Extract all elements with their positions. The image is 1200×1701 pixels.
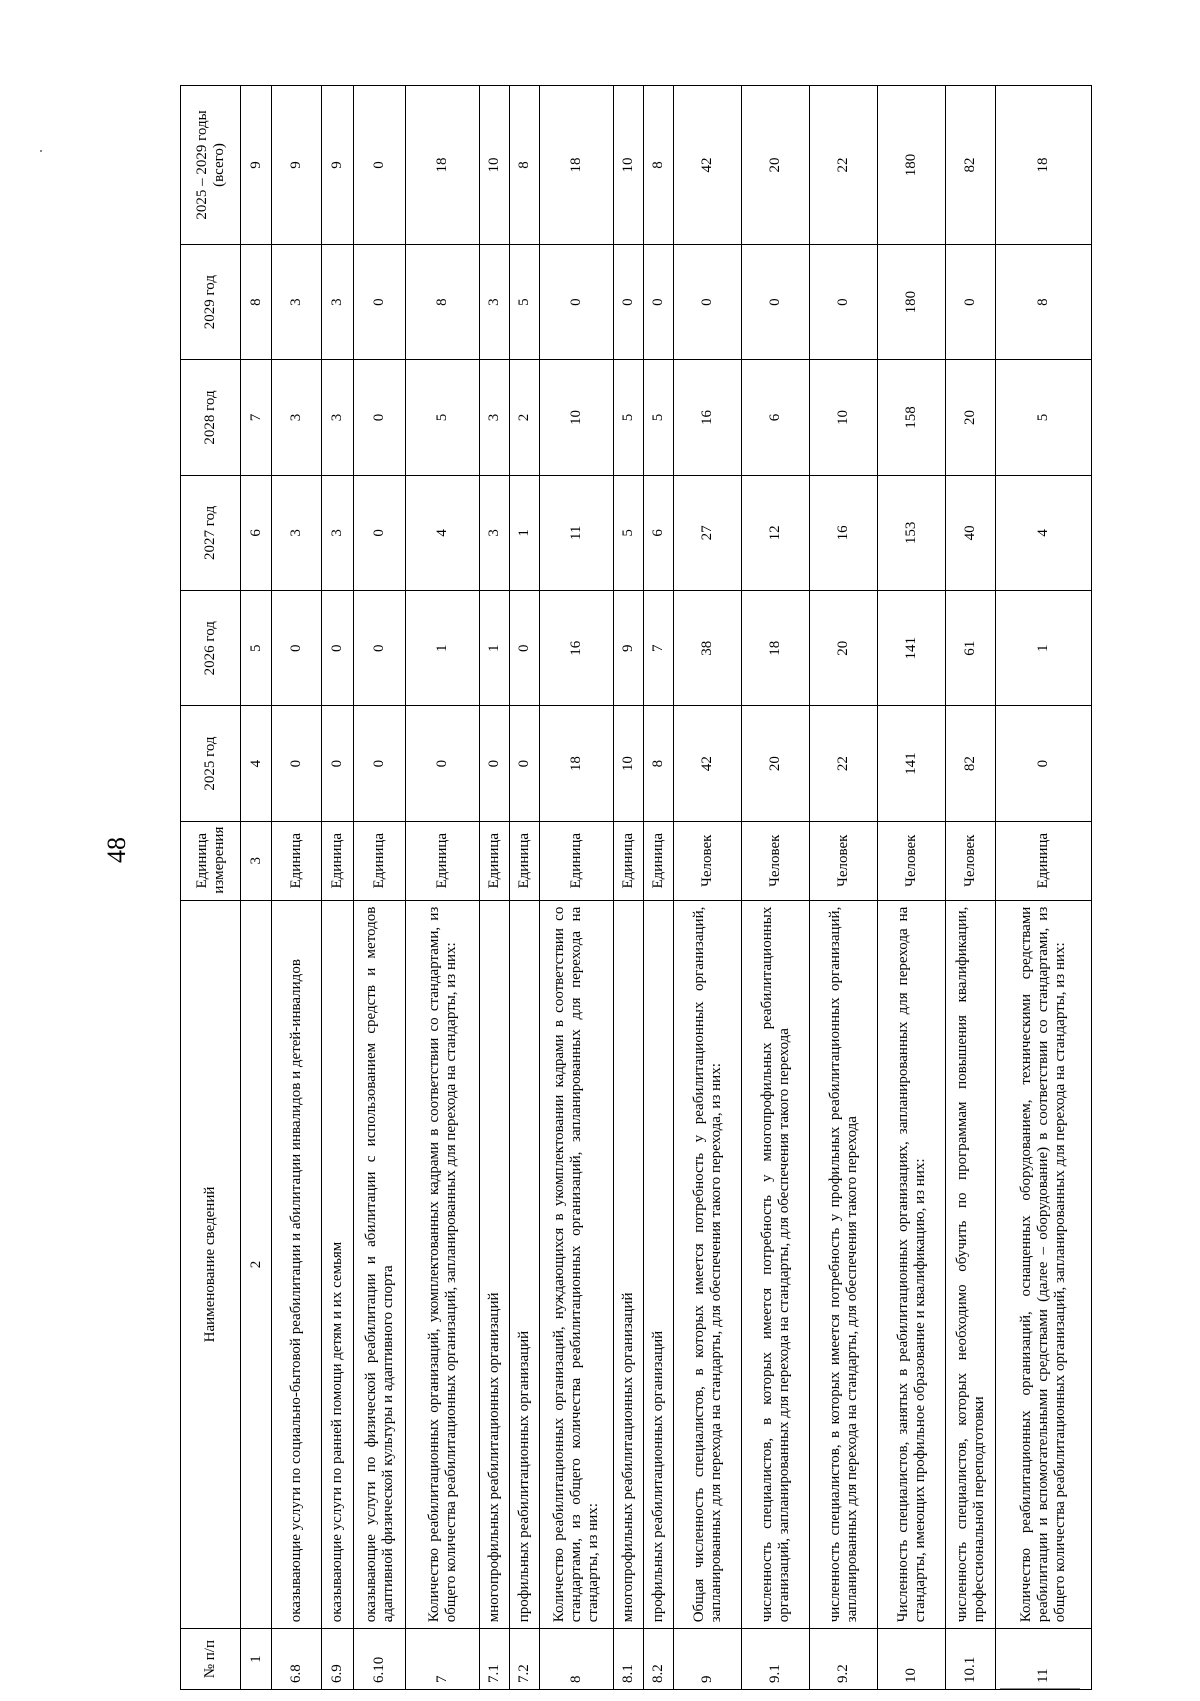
- table-header-row: [181, 86, 241, 1690]
- row-value-total: 20: [742, 86, 810, 245]
- row-number: 7: [406, 1629, 480, 1690]
- header-num: № п/п: [181, 1629, 241, 1690]
- row-name: численность специалистов, которых необходимо обучить по программам повышения квалификации, профессиональной переподготовки: [946, 900, 996, 1629]
- row-value-2029: 3: [322, 244, 354, 359]
- column-index: 6: [241, 475, 272, 590]
- row-value-2025: 42: [674, 706, 742, 821]
- row-unit: Единица: [644, 821, 674, 900]
- row-value-2026: 9: [614, 591, 644, 706]
- row-number: 8: [540, 1629, 614, 1690]
- row-value-2029: 8: [996, 244, 1092, 359]
- row-value-total: 10: [480, 86, 510, 245]
- header-unit: Единица измерения: [181, 821, 241, 900]
- row-value-2029: 0: [614, 244, 644, 359]
- row-value-2029: 0: [810, 244, 878, 359]
- row-value-2029: 180: [878, 244, 946, 359]
- row-value-total: 9: [272, 86, 322, 245]
- row-value-2027: 1: [510, 475, 540, 590]
- table-row: [742, 86, 810, 1690]
- row-value-2029: 0: [354, 244, 406, 359]
- row-value-2026: 1: [406, 591, 480, 706]
- row-name: многопрофильных реабилитационных организаций: [614, 900, 644, 1629]
- row-value-2025: 0: [480, 706, 510, 821]
- column-index: 1: [241, 1629, 272, 1690]
- row-value-2028: 5: [406, 360, 480, 475]
- column-index: 5: [241, 591, 272, 706]
- column-index: 7: [241, 360, 272, 475]
- row-value-2028: 3: [480, 360, 510, 475]
- row-value-total: 18: [540, 86, 614, 245]
- row-name: Количество реабилитационных организаций, укомплектованных кадрами в соответствии со стандартами, из общего количества реабилитационных организаций, запланированных для перехода на стандарты, из них:: [406, 900, 480, 1629]
- row-value-2027: 4: [406, 475, 480, 590]
- row-number: 9: [674, 1629, 742, 1690]
- table-row: [878, 86, 946, 1690]
- row-value-2026: 18: [742, 591, 810, 706]
- row-number: 7.1: [480, 1629, 510, 1690]
- row-number: 9.2: [810, 1629, 878, 1690]
- column-index-row: [241, 86, 272, 1690]
- data-table: [180, 85, 1092, 1690]
- row-unit: Единица: [540, 821, 614, 900]
- header-total: 2025 – 2029 годы (всего): [181, 86, 241, 245]
- row-value-2027: 27: [674, 475, 742, 590]
- row-value-2028: 2: [510, 360, 540, 475]
- column-index: 4: [241, 706, 272, 821]
- row-name: оказывающие услуги по социально-бытовой реабилитации и абилитации инвалидов и детей-инвалидов: [272, 900, 322, 1629]
- row-name: Количество реабилитационных организаций, оснащенных оборудованием, техническими средствами реабилитации и вспомогательными средствами (далее – оборудование) в соответствии со стандартами, из общего количества реабилитационных организаций, запланированных для перехода на стандарты, из них:: [996, 900, 1092, 1629]
- column-index: 3: [241, 821, 272, 900]
- header-2028: 2028 год: [181, 360, 241, 475]
- row-value-2026: 61: [946, 591, 996, 706]
- table-row: [354, 86, 406, 1690]
- header-name: Наименование сведений: [181, 900, 241, 1629]
- row-number: 6.9: [322, 1629, 354, 1690]
- row-value-2028: 158: [878, 360, 946, 475]
- table-row: [996, 86, 1092, 1690]
- row-number: 9.1: [742, 1629, 810, 1690]
- row-value-2027: 3: [272, 475, 322, 590]
- table-row: [946, 86, 996, 1690]
- row-value-2025: 141: [878, 706, 946, 821]
- row-value-2028: 3: [272, 360, 322, 475]
- row-number: 8.1: [614, 1629, 644, 1690]
- row-value-2029: 0: [946, 244, 996, 359]
- row-unit: Единица: [996, 821, 1092, 900]
- row-value-2028: 6: [742, 360, 810, 475]
- row-value-2025: 8: [644, 706, 674, 821]
- row-unit: Человек: [878, 821, 946, 900]
- row-name: численность специалистов, в которых имеется потребность у профильных реабилитационных организаций, запланированных для перехода на стандарты, для обеспечения такого перехода: [810, 900, 878, 1629]
- row-value-2027: 0: [354, 475, 406, 590]
- row-value-2025: 20: [742, 706, 810, 821]
- column-index: 9: [241, 86, 272, 245]
- row-value-2029: 0: [742, 244, 810, 359]
- row-value-2029: 8: [406, 244, 480, 359]
- row-value-2026: 141: [878, 591, 946, 706]
- table-row: [480, 86, 510, 1690]
- table-row: [614, 86, 644, 1690]
- row-value-2028: 3: [322, 360, 354, 475]
- row-number: 6.10: [354, 1629, 406, 1690]
- row-value-2025: 0: [510, 706, 540, 821]
- row-value-2028: 5: [996, 360, 1092, 475]
- row-unit: Единица: [322, 821, 354, 900]
- row-value-total: 8: [510, 86, 540, 245]
- row-unit: Единица: [354, 821, 406, 900]
- table-row: [810, 86, 878, 1690]
- row-value-2027: 153: [878, 475, 946, 590]
- row-name: численность специалистов, в которых имеется потребность у многопрофильных реабилитационных организаций, запланированных для перехода на стандарты, для обеспечения такого перехода: [742, 900, 810, 1629]
- row-value-2029: 5: [510, 244, 540, 359]
- header-2026: 2026 год: [181, 591, 241, 706]
- row-number: 11: [996, 1629, 1092, 1690]
- row-value-2027: 3: [322, 475, 354, 590]
- column-index: 8: [241, 244, 272, 359]
- row-name: Количество реабилитационных организаций, нуждающихся в укомплектовании кадрами в соответствии со стандартами, из общего количества реабилитационных организаций, запланированных для перехода на стандарты, из них:: [540, 900, 614, 1629]
- table-row: [510, 86, 540, 1690]
- table-row: [674, 86, 742, 1690]
- column-index: 2: [241, 900, 272, 1629]
- row-value-2026: 1: [480, 591, 510, 706]
- row-value-2026: 0: [322, 591, 354, 706]
- row-unit: Единица: [614, 821, 644, 900]
- row-unit: Человек: [810, 821, 878, 900]
- row-value-2025: 0: [272, 706, 322, 821]
- row-value-2026: 0: [272, 591, 322, 706]
- row-value-2027: 40: [946, 475, 996, 590]
- row-value-2026: 0: [510, 591, 540, 706]
- row-value-2028: 5: [644, 360, 674, 475]
- row-value-2028: 10: [540, 360, 614, 475]
- row-value-total: 18: [406, 86, 480, 245]
- row-name: Общая численность специалистов, в которых имеется потребность у реабилитационных организаций, запланированных для перехода на стандарты, для обеспечения такого перехода, из них:: [674, 900, 742, 1629]
- row-value-total: 82: [946, 86, 996, 245]
- row-value-total: 10: [614, 86, 644, 245]
- row-value-2029: 0: [540, 244, 614, 359]
- row-value-total: 22: [810, 86, 878, 245]
- table-row: [406, 86, 480, 1690]
- row-number: 6.8: [272, 1629, 322, 1690]
- rotated-table-container: [180, 85, 1087, 1690]
- row-name: профильных реабилитационных организаций: [510, 900, 540, 1629]
- row-unit: Человек: [742, 821, 810, 900]
- row-value-2029: 3: [480, 244, 510, 359]
- header-2025: 2025 год: [181, 706, 241, 821]
- table-row: [644, 86, 674, 1690]
- row-value-2028: 16: [674, 360, 742, 475]
- row-value-2025: 0: [322, 706, 354, 821]
- row-value-2029: 3: [272, 244, 322, 359]
- row-value-2025: 0: [354, 706, 406, 821]
- table-row: [540, 86, 614, 1690]
- row-value-2026: 38: [674, 591, 742, 706]
- row-number: 7.2: [510, 1629, 540, 1690]
- header-2029: 2029 год: [181, 244, 241, 359]
- row-value-2025: 10: [614, 706, 644, 821]
- row-value-2027: 4: [996, 475, 1092, 590]
- row-number: 10: [878, 1629, 946, 1690]
- row-unit: Единица: [272, 821, 322, 900]
- page-number: 48: [102, 837, 131, 863]
- row-value-2025: 18: [540, 706, 614, 821]
- row-name: оказывающие услуги по ранней помощи детям и их семьям: [322, 900, 354, 1629]
- row-unit: Единица: [510, 821, 540, 900]
- row-value-2026: 1: [996, 591, 1092, 706]
- row-value-total: 0: [354, 86, 406, 245]
- row-number: 10.1: [946, 1629, 996, 1690]
- row-value-2027: 3: [480, 475, 510, 590]
- row-unit: Человек: [674, 821, 742, 900]
- row-value-2026: 16: [540, 591, 614, 706]
- row-value-2025: 0: [406, 706, 480, 821]
- row-value-2029: 0: [644, 244, 674, 359]
- row-name: Численность специалистов, занятых в реабилитационных организациях, запланированных для перехода на стандарты, имеющих профильное образование и квалификацию, из них:: [878, 900, 946, 1629]
- row-value-total: 42: [674, 86, 742, 245]
- row-value-2026: 7: [644, 591, 674, 706]
- row-value-2026: 0: [354, 591, 406, 706]
- row-value-total: 18: [996, 86, 1092, 245]
- row-value-2025: 82: [946, 706, 996, 821]
- row-value-2028: 5: [614, 360, 644, 475]
- row-value-total: 8: [644, 86, 674, 245]
- row-value-2026: 20: [810, 591, 878, 706]
- table-row: [322, 86, 354, 1690]
- row-name: профильных реабилитационных организаций: [644, 900, 674, 1629]
- row-value-2027: 16: [810, 475, 878, 590]
- row-value-total: 9: [322, 86, 354, 245]
- row-value-2028: 10: [810, 360, 878, 475]
- scan-speck: [40, 150, 42, 152]
- row-value-2027: 6: [644, 475, 674, 590]
- row-value-2027: 11: [540, 475, 614, 590]
- row-value-2025: 0: [996, 706, 1092, 821]
- row-unit: Единица: [480, 821, 510, 900]
- row-number: 8.2: [644, 1629, 674, 1690]
- row-value-2028: 0: [354, 360, 406, 475]
- row-name: многопрофильных реабилитационных организаций: [480, 900, 510, 1629]
- header-2027: 2027 год: [181, 475, 241, 590]
- row-value-2027: 5: [614, 475, 644, 590]
- row-value-2027: 12: [742, 475, 810, 590]
- row-unit: Единица: [406, 821, 480, 900]
- row-value-2029: 0: [674, 244, 742, 359]
- table-body: [272, 86, 1092, 1690]
- table-row: [272, 86, 322, 1690]
- row-value-2025: 22: [810, 706, 878, 821]
- row-value-total: 180: [878, 86, 946, 245]
- row-value-2028: 20: [946, 360, 996, 475]
- row-unit: Человек: [946, 821, 996, 900]
- row-name: оказывающие услуги по физической реабилитации и абилитации с использованием средств и методов адаптивной физической культуры и адаптивного спорта: [354, 900, 406, 1629]
